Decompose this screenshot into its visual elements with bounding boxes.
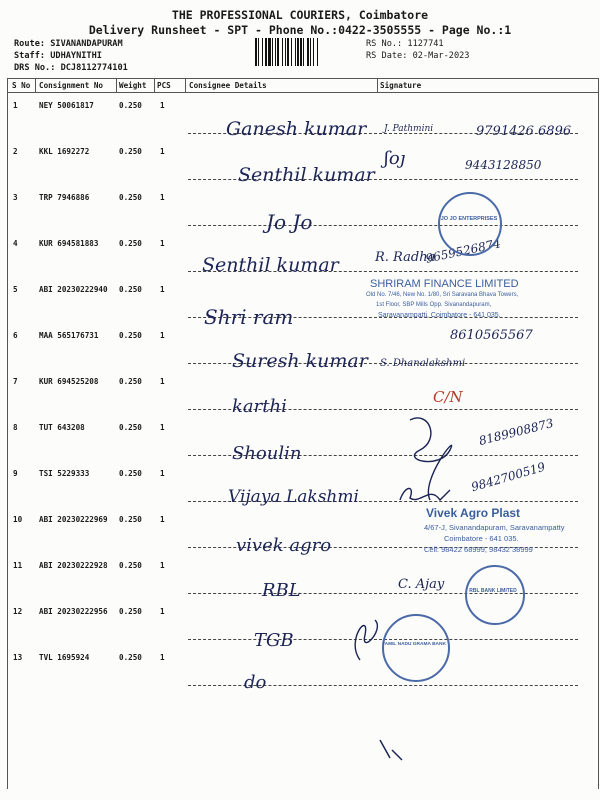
- weight-cell: 0.250: [119, 515, 142, 524]
- document-title: THE PROFESSIONAL COURIERS, Coimbatore: [171, 8, 429, 22]
- pcs-cell: 1: [160, 423, 165, 432]
- rs-date: RS Date: 02-Mar-2023: [366, 51, 470, 61]
- vivek-stamp-line1: 4/67-J, Sivanandapuram, Saravanampatty: [424, 523, 565, 532]
- consignee-hw-5: Shri ram: [204, 305, 294, 329]
- sno-cell: 6: [13, 331, 18, 340]
- consignee-hw-3: Jo Jo: [266, 210, 313, 234]
- consignee-hw-11: RBL: [262, 580, 301, 601]
- signature-phone-6: 8610565567: [450, 328, 533, 343]
- weight-cell: 0.250: [119, 423, 142, 432]
- route-info: [14, 38, 128, 74]
- jojo-stamp-text: JO JO ENTERPRISES: [440, 216, 498, 222]
- consignment-cell: KUR 694581883: [39, 239, 99, 248]
- pcs-cell: 1: [160, 147, 165, 156]
- signature-phone-4: 9659526874: [424, 236, 502, 266]
- consignee-hw-12: TGB: [254, 630, 294, 651]
- pcs-cell: 1: [160, 193, 165, 202]
- signature-phone-1: 9791426 6896: [476, 124, 572, 139]
- signature-phone-2: 9443128850: [465, 158, 542, 172]
- vivek-stamp-line2: Coimbatore - 641 035.: [444, 534, 519, 543]
- consignment-cell: ABI 20230222969: [39, 515, 108, 524]
- table-row: [8, 645, 598, 691]
- consignee-hw-10: vivek agro: [236, 535, 332, 556]
- col-signature: Signature: [380, 81, 422, 90]
- pcs-cell: 1: [160, 515, 165, 524]
- row-divider: [188, 225, 578, 226]
- sno-cell: 1: [13, 101, 18, 110]
- weight-cell: 0.250: [119, 147, 142, 156]
- weight-cell: 0.250: [119, 285, 142, 294]
- document-subtitle: Delivery Runsheet - SPT - Phone No.:0422-3505555 - Page No.:1: [88, 23, 512, 37]
- weight-cell: 0.250: [119, 561, 142, 570]
- signature-scribble-4: R. Radha: [375, 250, 436, 265]
- signature-phone-9: 9842700519: [469, 459, 547, 495]
- consignee-hw-6: Suresh kumar: [232, 350, 368, 372]
- weight-cell: 0.250: [119, 331, 142, 340]
- sno-cell: 10: [13, 515, 23, 524]
- pcs-cell: 1: [160, 561, 165, 570]
- signature-phone-8: 8189908873: [477, 415, 555, 449]
- weight-cell: 0.250: [119, 101, 142, 110]
- signature-name-11: C. Ajay: [398, 577, 445, 592]
- drs-number: DRS No.: DCJ8112774101: [14, 63, 128, 73]
- signature-name-6: S. Dhanalakshmi: [380, 358, 466, 369]
- sno-cell: 4: [13, 239, 18, 248]
- pcs-cell: 1: [160, 469, 165, 478]
- tgb-stamp-text: TAMIL NADU GRAMA BANK: [382, 642, 446, 647]
- sno-cell: 12: [13, 607, 23, 616]
- consignee-hw-2: Senthil kumar: [238, 164, 375, 186]
- shriram-stamp-title: SHRIRAM FINANCE LIMITED: [370, 278, 519, 290]
- sno-cell: 2: [13, 147, 18, 156]
- pcs-cell: 1: [160, 653, 165, 662]
- weight-cell: 0.250: [119, 469, 142, 478]
- consignment-cell: TRP 7946886: [39, 193, 90, 202]
- col-sno: S No: [12, 81, 31, 90]
- sno-cell: 5: [13, 285, 18, 294]
- sno-cell: 8: [13, 423, 18, 432]
- signature-mark-7: C/N: [433, 388, 463, 406]
- sno-cell: 9: [13, 469, 18, 478]
- pcs-cell: 1: [160, 239, 165, 248]
- pcs-cell: 1: [160, 377, 165, 386]
- consignee-hw-13: do: [244, 672, 267, 693]
- rs-info: [366, 38, 469, 62]
- col-consignee: Consignee Details: [189, 81, 267, 90]
- consignment-cell: ABI 20230222940: [39, 285, 108, 294]
- consignee-hw-9: Vijaya Lakshmi: [228, 487, 359, 507]
- tgb-stamp: [382, 614, 450, 682]
- pen-mark: [370, 730, 410, 770]
- consignment-cell: NEY 50061817: [39, 101, 94, 110]
- rs-number: RS No.: 1127741: [366, 39, 444, 49]
- consignment-cell: TSI 5229333: [39, 469, 90, 478]
- staff: Staff: UDHAYNITHI: [14, 51, 102, 61]
- barcode: [255, 38, 355, 66]
- sno-cell: 7: [13, 377, 18, 386]
- weight-cell: 0.250: [119, 193, 142, 202]
- shriram-stamp-line2: 1st Floor, SBP Mills Opp. Sivanandapuram,: [376, 302, 492, 308]
- pcs-cell: 1: [160, 331, 165, 340]
- signature-name-1: J. Pathmini: [384, 124, 434, 134]
- consignment-cell: KUR 694525208: [39, 377, 99, 386]
- rbl-bank-stamp: [465, 565, 525, 625]
- weight-cell: 0.250: [119, 239, 142, 248]
- consignee-hw-8: Shoulin: [232, 443, 302, 464]
- col-consignment: Consignment No: [39, 81, 104, 90]
- weight-cell: 0.250: [119, 377, 142, 386]
- signature-scribble-2: ʃoȷ: [384, 148, 406, 169]
- shriram-stamp-line1: Old No. 7/46, New No. 1/80, Sri Saravana Bhava Towers,: [366, 292, 519, 298]
- pcs-cell: 1: [160, 101, 165, 110]
- consignee-hw-1: Ganesh kumar: [226, 118, 367, 140]
- consignee-hw-7: karthi: [232, 396, 287, 417]
- signature-scribble-12: [340, 600, 390, 670]
- route: Route: SIVANANDAPURAM: [14, 39, 123, 49]
- consignment-cell: ABI 20230222956: [39, 607, 108, 616]
- weight-cell: 0.250: [119, 607, 142, 616]
- col-pcs: PCS: [157, 81, 171, 90]
- consignment-cell: MAA 565176731: [39, 331, 99, 340]
- consignment-cell: KKL 1692272: [39, 147, 90, 156]
- shriram-stamp-line3: Saravanampatti, Coimbatore - 641 035.: [378, 312, 501, 319]
- sno-cell: 11: [13, 561, 23, 570]
- sno-cell: 3: [13, 193, 18, 202]
- sno-cell: 13: [13, 653, 23, 662]
- table-row: [8, 369, 598, 415]
- vivek-stamp-line3: Cell: 98422 68999, 98432 38999: [424, 545, 533, 554]
- consignment-cell: TVL 1695924: [39, 653, 90, 662]
- rbl-stamp-text: RBL BANK LIMITED: [469, 588, 517, 594]
- vivek-stamp-title: Vivek Agro Plast: [426, 506, 521, 520]
- pcs-cell: 1: [160, 607, 165, 616]
- consignment-cell: ABI 20230222928: [39, 561, 108, 570]
- col-weight: Weight: [119, 81, 147, 90]
- consignment-cell: TUT 643208: [39, 423, 85, 432]
- pcs-cell: 1: [160, 285, 165, 294]
- consignee-hw-4: Senthil kumar: [202, 254, 339, 276]
- jojo-enterprises-stamp: [438, 192, 502, 256]
- weight-cell: 0.250: [119, 653, 142, 662]
